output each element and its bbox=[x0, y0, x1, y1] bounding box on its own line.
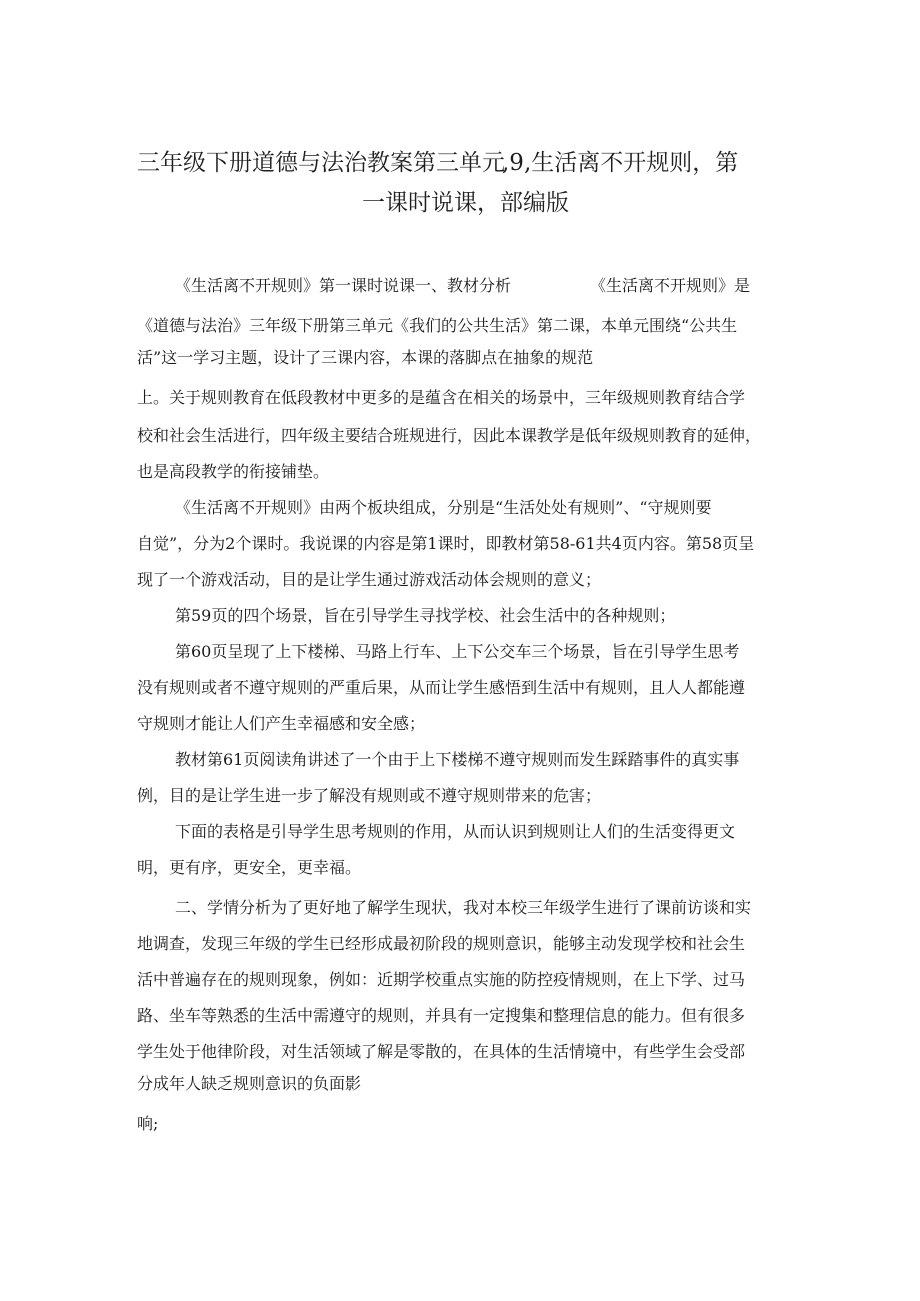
body-line: 《生活离不开规则》是 bbox=[590, 276, 751, 295]
body-line: 例，目的是让学生进一步了解没有规则或不遵守规则带来的危害； bbox=[137, 786, 602, 805]
body-line: 第59页的四个场景，旨在引导学生寻找学校、社会生活中的各种规则； bbox=[175, 606, 676, 625]
body-line: 也是高段教学的衔接铺垫。 bbox=[137, 462, 330, 481]
body-line: 《生活离不开规则》第一课时说课一、教材分析 bbox=[175, 276, 512, 295]
body-line: 自觉”，分为2个课时。我说课的内容是第1课时，即教材第58-61共4页内容。第58页呈 bbox=[137, 534, 755, 553]
body-line: 守规则才能让人们产生幸福感和安全感； bbox=[137, 714, 426, 733]
body-line: 学生处于他律阶段，对生活领域了解是零散的，在具体的生活情境中，有些学生会受部 bbox=[137, 1042, 746, 1061]
body-line: 现了一个游戏活动，目的是让学生通过游戏活动体会规则的意义； bbox=[137, 570, 602, 589]
body-line: 教材第61页阅读角讲述了一个由于上下楼梯不遵守规则而发生踩踏事件的真实事 bbox=[175, 750, 740, 769]
body-line: 活”这一学习主题，设计了三课内容，本课的落脚点在抽象的规范 bbox=[137, 348, 594, 367]
document-title-line1-part2: ,9,生活离不开规则，第 bbox=[502, 150, 739, 176]
body-line: 校和社会生活进行，四年级主要结合班规进行，因此本课教学是低年级规则教育的延伸， bbox=[137, 426, 762, 445]
body-line: 上。关于规则教育在低段教材中更多的是蕴含在相关的场景中，三年级规则教育结合学 bbox=[137, 388, 746, 407]
document-title-line2: 一课时说课，部编版 bbox=[362, 190, 569, 216]
body-line: 路、坐车等熟悉的生活中需遵守的规则，并具有一定搜集和整理信息的能力。但有很多 bbox=[137, 1006, 746, 1025]
body-line: 没有规则或者不遵守规则的严重后果，从而让学生感悟到生活中有规则，且人人都能遵 bbox=[137, 678, 746, 697]
body-line: 下面的表格是引导学生思考规则的作用，从而认识到规则让人们的生活变得更文 bbox=[175, 822, 736, 841]
body-line: 地调查，发现三年级的学生已经形成最初阶段的规则意识，能够主动发现学校和社会生 bbox=[137, 934, 746, 953]
body-line: 分成年人缺乏规则意识的负面影 bbox=[137, 1074, 362, 1093]
body-line: 第60页呈现了上下楼梯、马路上行车、上下公交车三个场景，旨在引导学生思考 bbox=[175, 642, 740, 661]
body-line: 明，更有序，更安全，更幸福。 bbox=[137, 858, 362, 877]
body-line: 《生活离不开规则》由两个板块组成，分别是“生活处处有规则”、“守规则要 bbox=[175, 498, 712, 517]
body-line: 响; bbox=[137, 1114, 159, 1133]
body-line: 二、学情分析为了更好地了解学生现状，我对本校三年级学生进行了课前访谈和实 bbox=[175, 898, 752, 917]
document-title-line1-part1: 三年级下册道德与法治教案第三单元 bbox=[137, 150, 505, 176]
body-line: 活中普遍存在的规则现象，例如：近期学校重点实施的防控疫情规则，在上下学、过马 bbox=[137, 970, 746, 989]
body-line: 《道德与法治》三年级下册第三单元《我们的公共生活》第二课，本单元围绕“公共生 bbox=[137, 316, 738, 335]
